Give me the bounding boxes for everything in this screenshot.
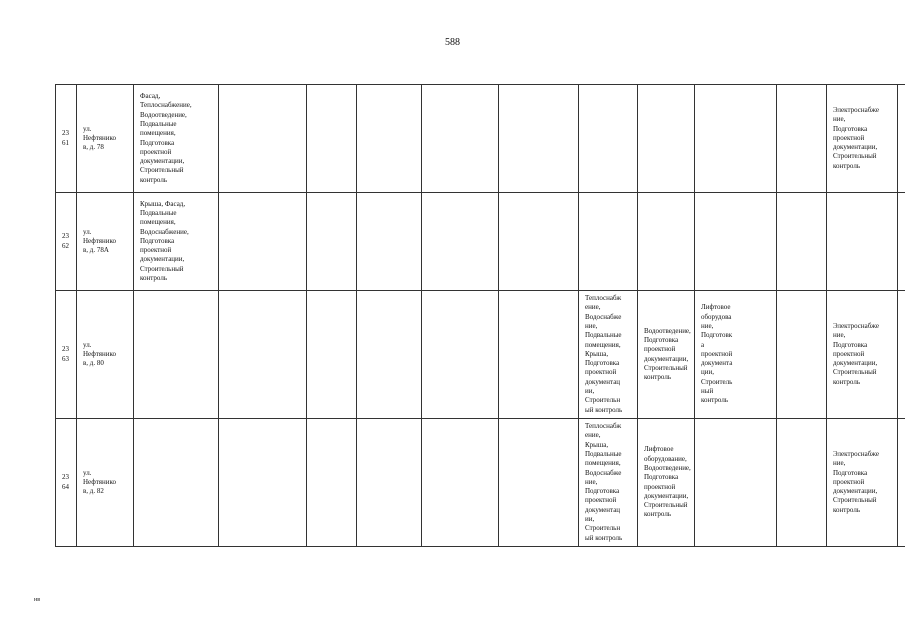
work-type-cell: [695, 419, 777, 547]
work-type-cell: [219, 193, 307, 291]
work-type-cell: [307, 85, 357, 193]
page-number: 588: [445, 37, 460, 48]
work-type-cell: [898, 291, 905, 419]
work-type-cell: Теплоснабж ение, Водоснабже ние, Подвальные помещения, Крыша, Подготовка проектной документац ии, Строительн ый контроль: [579, 291, 638, 419]
work-type-cell: [357, 419, 422, 547]
work-type-cell: [579, 193, 638, 291]
row-number-cell: 23 61: [56, 85, 77, 193]
work-type-cell: Фасад, Теплоснабжение, Водоотведение, Подвальные помещения, Подготовка проектной документации, Строительный контроль: [134, 85, 219, 193]
work-type-cell: [898, 85, 905, 193]
work-type-cell: [499, 291, 579, 419]
work-type-cell: [134, 419, 219, 547]
work-type-cell: Водоотведение, Подготовка проектной документации, Строительный контроль: [638, 291, 695, 419]
row-number-cell: 23 62: [56, 193, 77, 291]
work-type-cell: [638, 193, 695, 291]
table-row: [56, 193, 905, 291]
table-row: [56, 419, 905, 547]
work-type-cell: [357, 193, 422, 291]
table-row: [56, 85, 905, 193]
work-type-cell: [357, 291, 422, 419]
address-cell: ул. Нефтянико в, д. 78: [77, 85, 134, 193]
work-type-cell: [219, 85, 307, 193]
work-type-cell: [898, 419, 905, 547]
work-type-cell: [357, 85, 422, 193]
work-type-cell: [777, 85, 827, 193]
work-type-cell: Лифтовое оборудова ние, Подготовк а проектной документа ции, Строитель ный контроль: [695, 291, 777, 419]
work-type-cell: [777, 291, 827, 419]
work-type-cell: [638, 85, 695, 193]
work-type-cell: [777, 419, 827, 547]
work-type-cell: [307, 419, 357, 547]
work-type-cell: [307, 193, 357, 291]
row-number-cell: 23 63: [56, 291, 77, 419]
work-type-cell: Электроснабже ние, Подготовка проектной документации, Строительный контроль: [827, 419, 898, 547]
work-type-cell: [777, 193, 827, 291]
work-type-cell: [219, 419, 307, 547]
row-number-cell: 23 64: [56, 419, 77, 547]
work-type-cell: Лифтовое оборудование, Водоотведение, Подготовка проектной документации, Строительный контроль: [638, 419, 695, 547]
work-type-cell: [579, 85, 638, 193]
work-type-cell: [422, 193, 499, 291]
table-row: [56, 291, 905, 419]
address-cell: ул. Нефтянико в, д. 80: [77, 291, 134, 419]
work-type-cell: [422, 291, 499, 419]
work-type-cell: [499, 193, 579, 291]
work-type-cell: Крыша, Фасад, Подвальные помещения, Водоснабжение, Подготовка проектной документации, Строительный контроль: [134, 193, 219, 291]
work-type-cell: [422, 85, 499, 193]
work-type-cell: [695, 85, 777, 193]
work-type-cell: Электроснабже ние, Подготовка проектной документации, Строительный контроль: [827, 291, 898, 419]
work-type-cell: [827, 193, 898, 291]
work-type-cell: [695, 193, 777, 291]
work-type-cell: [219, 291, 307, 419]
address-cell: ул. Нефтянико в, д. 82: [77, 419, 134, 547]
work-type-cell: Электроснабже ние, Подготовка проектной документации, Строительный контроль: [827, 85, 898, 193]
work-type-cell: [499, 85, 579, 193]
work-type-cell: [499, 419, 579, 547]
work-type-cell: [898, 193, 905, 291]
work-type-cell: [134, 291, 219, 419]
repair-schedule-table: [55, 84, 905, 547]
work-type-cell: [307, 291, 357, 419]
work-type-cell: [422, 419, 499, 547]
address-cell: ул. Нефтянико в, д. 78А: [77, 193, 134, 291]
footer-mark: нв: [34, 597, 41, 603]
work-type-cell: Теплоснабж ение, Крыша, Подвальные помещения, Водоснабже ние, Подготовка проектной документац ии, Строительн ый контроль: [579, 419, 638, 547]
